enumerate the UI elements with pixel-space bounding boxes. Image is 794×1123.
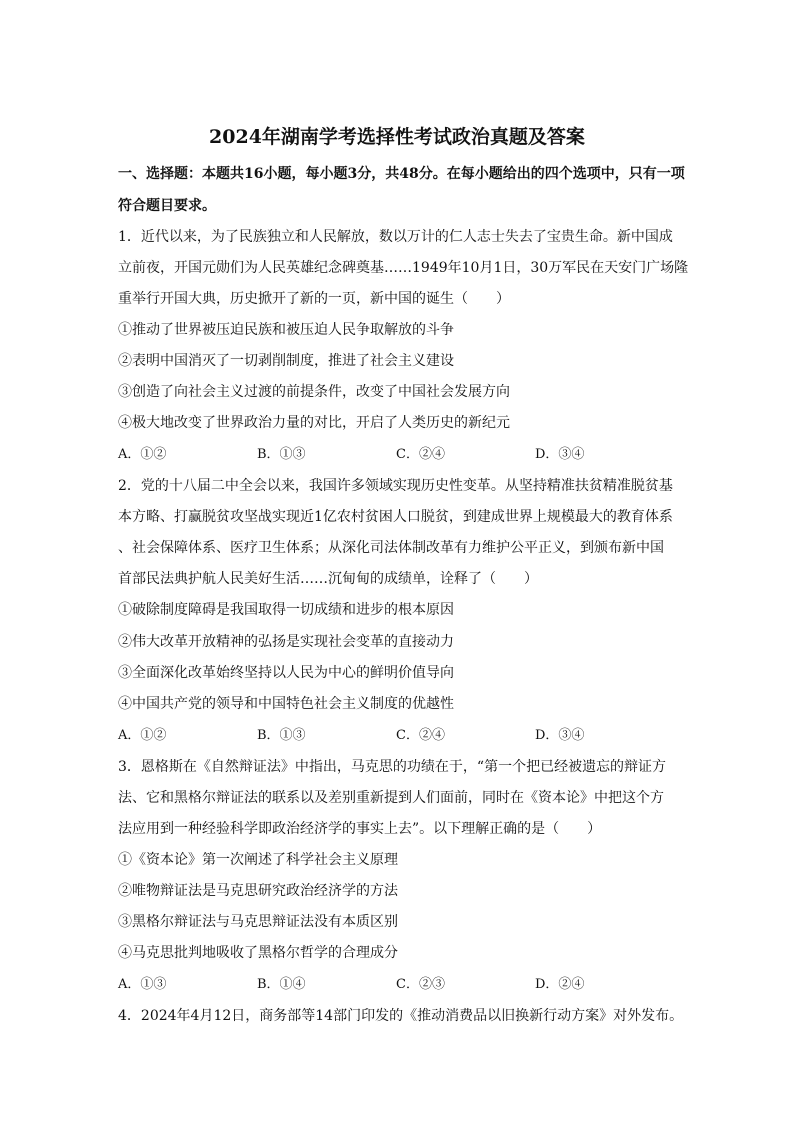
q1-item-2: ②表明中国消灭了一切剥削制度，推进了社会主义建设: [118, 353, 454, 369]
q3-option-b[interactable]: B．①④: [257, 977, 306, 992]
section-heading-line-2: 符合题目要求。: [118, 198, 216, 214]
q2-options: [118, 726, 678, 746]
q2-item-2: ②伟大改革开放精神的弘扬是实现社会变革的直接动力: [118, 634, 454, 650]
q2-stem-line-2: 本方略、打赢脱贫攻坚战实现近1亿农村贫困人口脱贫，到建成世界上规模最大的教育体系: [118, 509, 673, 525]
q1-stem-line-2: 立前夜，开国元勋们为人民英雄纪念碑奠基……1949年10月1日，30万军民在天安门广场隆: [118, 260, 689, 276]
q4-stem-line-1: 4．2024年4月12日，商务部等14部门印发的《推动消费品以旧换新行动方案》对外发布。: [118, 1008, 684, 1024]
q2-option-c[interactable]: C．②④: [396, 728, 445, 743]
q1-options: [118, 445, 678, 465]
q2-option-b[interactable]: B．①③: [257, 728, 306, 743]
q3-item-3: ③黑格尔辩证法与马克思辩证法没有本质区别: [118, 914, 398, 930]
q1-item-3: ③创造了向社会主义过渡的前提条件，改变了中国社会发展方向: [118, 384, 510, 400]
q3-item-1: ①《资本论》第一次阐述了科学社会主义原理: [118, 852, 398, 868]
document-title: 2024年湖南学考选择性考试政治真题及答案: [209, 126, 585, 148]
q2-option-a[interactable]: A．①②: [118, 728, 167, 743]
q3-options: [118, 975, 678, 995]
q2-stem-line-3: 、社会保障体系、医疗卫生体系；从深化司法体制改革有力维护公平正义，到颁布新中国: [118, 540, 664, 556]
q2-item-3: ③全面深化改革始终坚持以人民为中心的鲜明价值导向: [118, 665, 454, 681]
q1-stem-line-1: 1．近代以来，为了民族独立和人民解放，数以万计的仁人志士失去了宝贵生命。新中国成: [118, 229, 673, 245]
q1-item-4: ④极大地改变了世界政治力量的对比，开启了人类历史的新纪元: [118, 415, 510, 431]
q3-option-a[interactable]: A．①③: [118, 977, 167, 992]
q2-stem-line-1: 2．党的十八届二中全会以来，我国许多领域实现历史性变革。从坚持精准扶贫精准脱贫基: [118, 478, 673, 494]
q3-option-c[interactable]: C．②③: [396, 977, 445, 992]
q3-stem-line-1: 3．恩格斯在《自然辩证法》中指出，马克思的功绩在于，“第一个把已经被遗忘的辩证方: [118, 759, 667, 775]
q2-item-1: ①破除制度障碍是我国取得一切成绩和进步的根本原因: [118, 602, 454, 618]
q1-option-a[interactable]: A．①②: [118, 447, 167, 462]
q2-stem-line-4: 首部民法典护航人民美好生活……沉甸甸的成绩单，诠释了（ ）: [118, 571, 538, 587]
section-heading-line-1: 一、选择题：本题共16小题，每小题3分，共48分。在每小题给出的四个选项中，只有一项: [118, 166, 685, 182]
q1-option-d[interactable]: D．③④: [535, 447, 585, 462]
q2-option-d[interactable]: D．③④: [535, 728, 585, 743]
q1-option-b[interactable]: B．①③: [257, 447, 306, 462]
q2-item-4: ④中国共产党的领导和中国特色社会主义制度的优越性: [118, 696, 454, 712]
q3-option-d[interactable]: D．②④: [535, 977, 585, 992]
q1-stem-line-3: 重举行开国大典，历史掀开了新的一页，新中国的诞生（ ）: [118, 291, 510, 307]
q3-stem-line-3: 法应用到一种经验科学即政治经济学的事实上去”。以下理解正确的是（ ）: [118, 821, 602, 837]
q3-item-4: ④马克思批判地吸收了黑格尔哲学的合理成分: [118, 945, 398, 961]
q1-item-1: ①推动了世界被压迫民族和被压迫人民争取解放的斗争: [118, 322, 454, 338]
q1-option-c[interactable]: C．②④: [396, 447, 445, 462]
q3-stem-line-2: 法、它和黑格尔辩证法的联系以及差别重新提到人们面前，同时在《资本论》中把这个方: [118, 790, 664, 806]
q3-item-2: ②唯物辩证法是马克思研究政治经济学的方法: [118, 883, 398, 899]
